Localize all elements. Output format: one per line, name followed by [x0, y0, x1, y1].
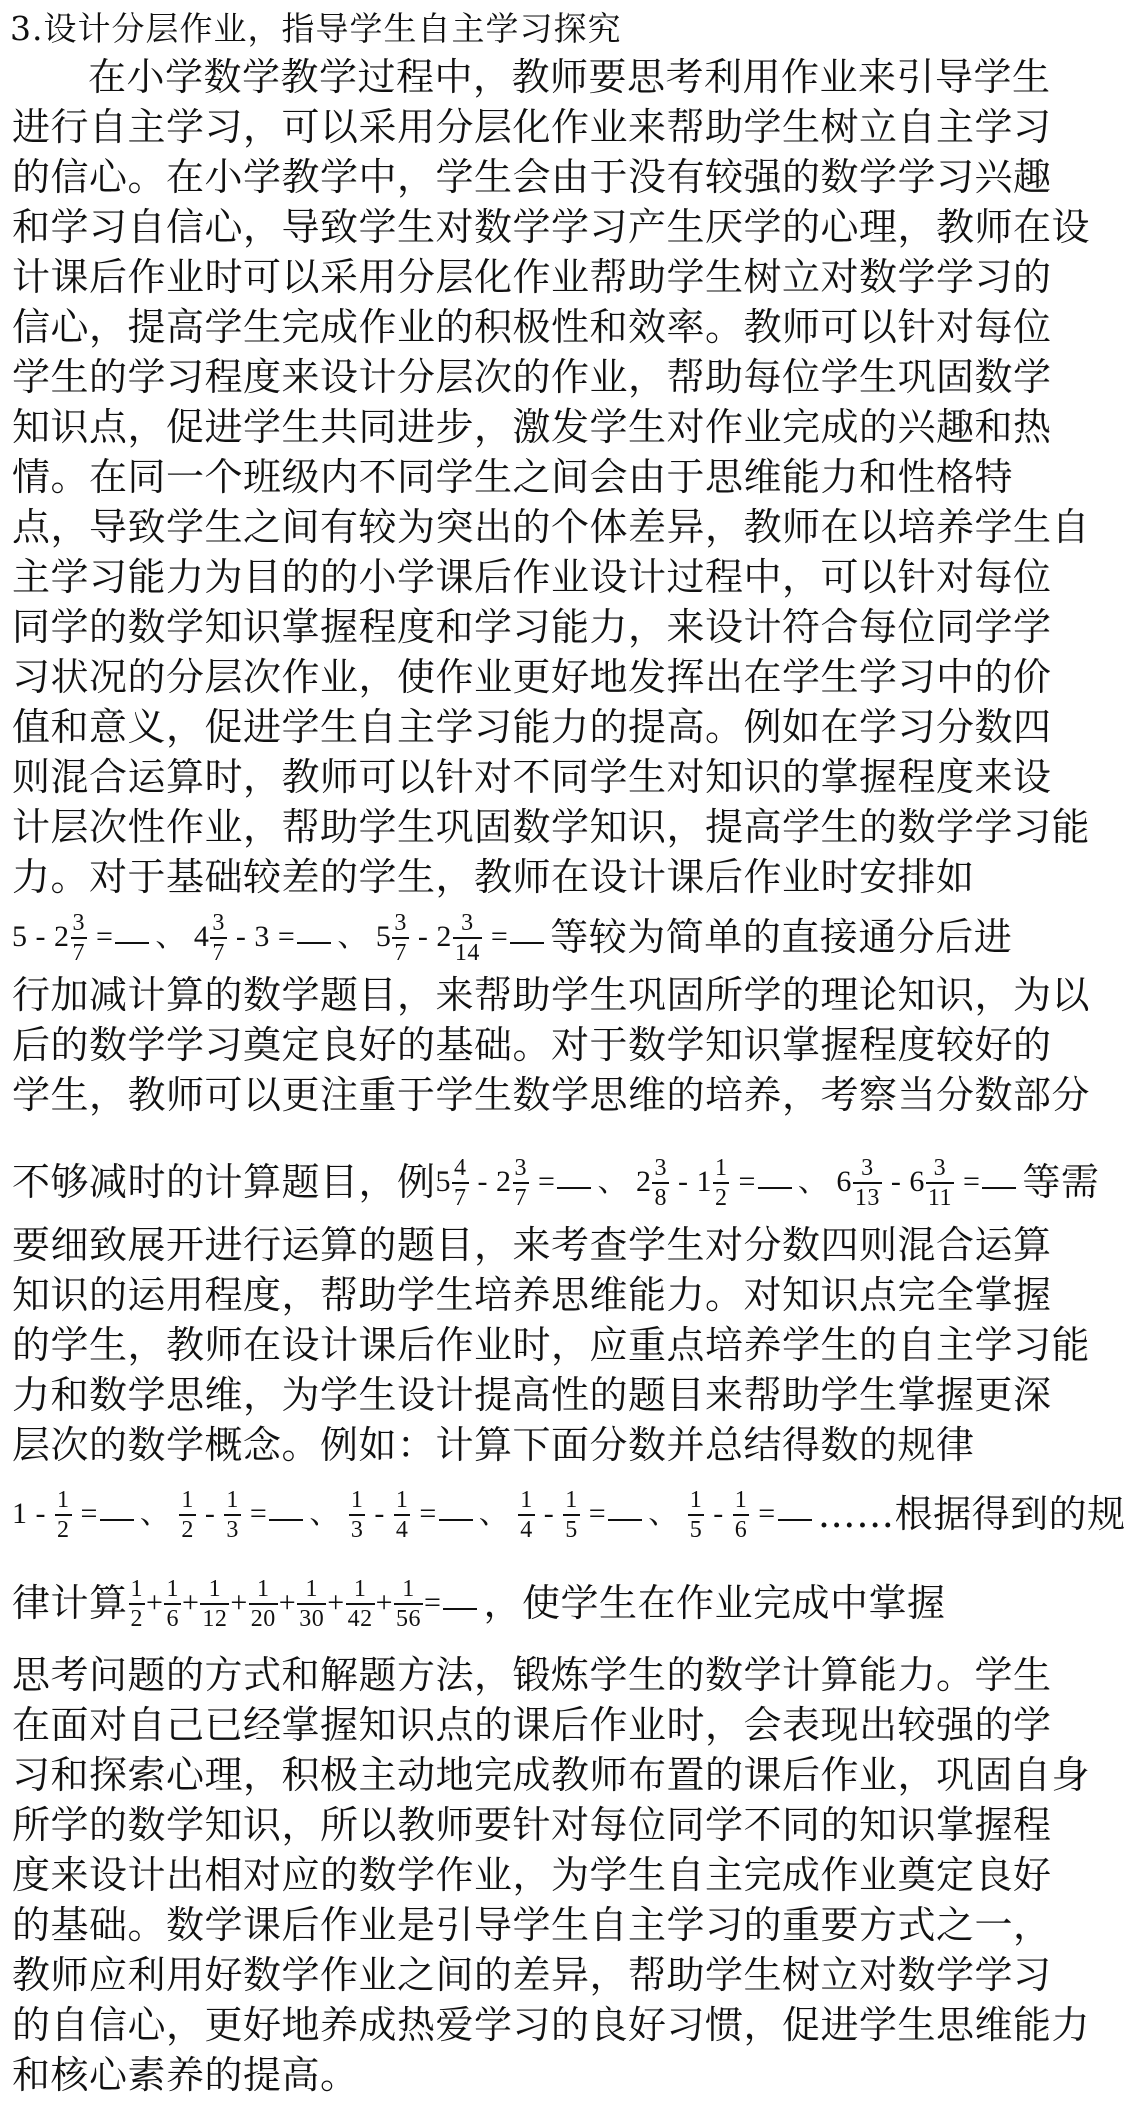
answer-blank	[100, 1509, 134, 1521]
fraction-numerator: 3	[861, 1154, 874, 1181]
fraction	[249, 1577, 278, 1631]
fraction-numerator: 3	[514, 1154, 528, 1181]
fraction-denominator: 7	[210, 937, 227, 965]
fraction	[563, 1488, 580, 1542]
section-title: 3.设计分层作业，指导学生自主学习探究	[10, 9, 622, 48]
fraction-denominator: 2	[179, 1514, 196, 1542]
fraction-denominator: 3	[349, 1514, 366, 1542]
fraction	[349, 1488, 366, 1542]
paragraph-line: 和学习自信心，导致学生对数学学习产生厌学的心理，教师在设	[12, 205, 1091, 249]
whole-number: 5	[12, 920, 28, 954]
paragraph-line: 和核心素养的提高。	[12, 2053, 359, 2097]
minus-sign: -	[882, 1165, 910, 1199]
fraction-sum-expression	[128, 1575, 480, 1630]
paragraph-line: 信心，提高学生完成作业的积极性和效率。教师可以针对每位	[12, 305, 1052, 349]
fraction	[733, 1488, 750, 1542]
fraction-denominator: 13	[853, 1182, 882, 1210]
separator: 、	[155, 920, 186, 954]
minus-sign: -	[27, 920, 54, 954]
equals-sign: =	[72, 1497, 98, 1531]
whole-number: 5	[435, 1165, 452, 1199]
separator: 、	[797, 1165, 829, 1199]
fraction-exercise-group-1	[12, 909, 546, 964]
equals-sign: =	[269, 920, 296, 954]
fraction	[392, 911, 409, 965]
equals-sign: =	[482, 920, 509, 954]
plus-sign: +	[181, 1586, 200, 1620]
separator: 、	[337, 920, 368, 954]
fraction-exercise-group-3	[12, 1486, 814, 1541]
paragraph-line: ，使学生在作业完成中掌握	[483, 1581, 946, 1625]
paragraph-line: 力。对于基础较差的学生，教师在设计课后作业时安排如	[12, 855, 975, 899]
fraction-numerator: 1	[395, 1486, 409, 1513]
fraction-denominator: 4	[394, 1514, 411, 1542]
fraction	[513, 1156, 530, 1210]
plus-sign: +	[278, 1586, 297, 1620]
paragraph-line: 值和意义，促进学生自主学习能力的提高。例如在学习分数四	[12, 705, 1052, 749]
fraction	[200, 1577, 229, 1631]
fraction-denominator: 42	[346, 1603, 375, 1631]
paragraph-line: 的学生，教师在设计课后作业时，应重点培养学生的自主学习能	[12, 1323, 1091, 1367]
fraction	[210, 911, 227, 965]
fraction-denominator: 5	[688, 1514, 705, 1542]
minus-sign: -	[366, 1497, 393, 1531]
fraction-denominator: 5	[563, 1514, 580, 1542]
separator: 、	[139, 1497, 171, 1531]
paragraph-line: 等需	[1022, 1160, 1100, 1204]
paragraph-line: 则混合运算时，教师可以针对不同学生对知识的掌握程度来设	[12, 755, 1052, 799]
fraction-numerator: 1	[350, 1486, 364, 1513]
paragraph-line: 主学习能力为目的的小学课后作业设计过程中，可以针对每位	[12, 555, 1052, 599]
fraction-numerator: 3	[654, 1154, 667, 1181]
minus-sign: -	[227, 920, 255, 954]
separator: 、	[309, 1497, 340, 1531]
fraction-denominator: 2	[55, 1514, 72, 1542]
answer-blank	[557, 1177, 591, 1189]
paragraph-line: 习状况的分层次作业，使作业更好地发挥出在学生学习中的价	[12, 655, 1052, 699]
fraction-numerator: 1	[208, 1575, 222, 1602]
plus-sign: +	[230, 1586, 248, 1620]
fraction	[652, 1156, 669, 1210]
fraction-denominator: 12	[200, 1603, 229, 1631]
fraction-denominator: 30	[297, 1603, 326, 1631]
fraction	[453, 911, 482, 965]
plus-sign: +	[375, 1586, 394, 1620]
math-line-1	[12, 905, 1013, 969]
minus-sign: -	[196, 1497, 224, 1531]
equals-sign: =	[241, 1497, 268, 1531]
fraction	[297, 1577, 326, 1631]
paragraph-line: 同学的数学知识掌握程度和学习能力，来设计符合每位同学学	[12, 605, 1052, 649]
fraction-denominator: 6	[733, 1514, 750, 1542]
paragraph-line: 不够减时的计算题目，例	[12, 1160, 436, 1204]
fraction-numerator: 1	[520, 1486, 533, 1513]
fraction	[224, 1488, 241, 1542]
fraction-denominator: 11	[926, 1182, 954, 1210]
paragraph-line: 所学的数学知识，所以教师要针对每位同学不同的知识掌握程	[12, 1803, 1052, 1847]
fraction-numerator: 1	[402, 1575, 415, 1602]
fraction-numerator: 1	[181, 1486, 194, 1513]
paragraph-line: 进行自主学习，可以采用分层化作业来帮助学生树立自主学习	[12, 105, 1052, 149]
equals-sign: =	[424, 1586, 442, 1620]
fraction-exercise-group-2	[436, 1154, 1019, 1209]
fraction-numerator: 1	[166, 1575, 179, 1602]
math-line-3	[12, 1482, 1126, 1546]
fraction	[394, 1577, 423, 1631]
fraction	[518, 1488, 535, 1542]
equals-sign: =	[88, 920, 114, 954]
fraction-denominator: 3	[224, 1514, 241, 1542]
whole-number: 2	[54, 920, 70, 954]
equals-sign: =	[411, 1497, 437, 1531]
paragraph-line: 知识点，促进学生共同进步，激发学生对作业完成的兴趣和热	[12, 405, 1052, 449]
fraction	[129, 1577, 146, 1631]
fraction-numerator: 3	[461, 909, 474, 936]
answer-blank	[439, 1509, 473, 1521]
fraction	[346, 1577, 375, 1631]
fraction	[164, 1577, 181, 1631]
fraction	[713, 1156, 730, 1210]
minus-sign: -	[669, 1165, 697, 1199]
fraction	[179, 1488, 196, 1542]
fraction-numerator: 1	[226, 1486, 239, 1513]
fraction-denominator: 7	[392, 937, 409, 965]
fraction-denominator: 7	[513, 1182, 530, 1210]
answer-blank	[269, 1509, 303, 1521]
paragraph-line: 学生的学习程度来设计分层次的作业，帮助每位学生巩固数学	[12, 355, 1052, 399]
equals-sign: =	[954, 1165, 981, 1199]
fraction-numerator: 3	[394, 909, 407, 936]
fraction-denominator: 4	[518, 1514, 535, 1542]
paragraph-line: 后的数学学习奠定良好的基础。对于数学知识掌握程度较好的	[12, 1023, 1052, 1067]
paragraph-line: 的基础。数学课后作业是引导学生自主学习的重要方式之一，	[12, 1903, 1052, 1947]
equals-sign: =	[530, 1165, 556, 1199]
fraction-numerator: 1	[689, 1486, 703, 1513]
math-line-4	[12, 1568, 946, 1638]
answer-blank	[608, 1509, 642, 1521]
answer-blank	[115, 932, 149, 944]
whole-number: 1	[696, 1165, 712, 1199]
fraction-numerator: 1	[257, 1575, 270, 1602]
paragraph-line: 教师应利用好数学作业之间的差异，帮助学生树立对数学学习	[12, 1953, 1052, 1997]
fraction-denominator: 7	[71, 937, 88, 965]
fraction-denominator: 8	[652, 1182, 669, 1210]
paragraph-line: 学生，教师可以更注重于学生数学思维的培养，考察当分数部分	[12, 1073, 1091, 1117]
fraction	[688, 1488, 705, 1542]
paragraph-line: 计课后作业时可以采用分层化作业帮助学生树立对数学学习的	[12, 255, 1052, 299]
minus-sign: -	[705, 1497, 732, 1531]
minus-sign: -	[409, 920, 437, 954]
paragraph-line: 力和数学思维，为学生设计提高性的题目来帮助学生掌握更深	[12, 1373, 1052, 1417]
paragraph-line: 的自信心，更好地养成热爱学习的良好习惯，促进学生思维能力	[12, 2003, 1091, 2047]
fraction-numerator: 3	[72, 909, 85, 936]
paragraph-line: 要细致展开进行运算的题目，来考查学生对分数四则混合运算	[12, 1223, 1052, 1267]
fraction	[926, 1156, 954, 1210]
fraction-denominator: 7	[452, 1182, 469, 1210]
fraction-denominator: 2	[713, 1182, 730, 1210]
fraction	[71, 911, 88, 965]
paragraph-line: 等较为简单的直接通分后进	[550, 915, 1013, 959]
paragraph-line: 知识的运用程度，帮助学生培养思维能力。对知识点完全掌握	[12, 1273, 1052, 1317]
fraction	[55, 1488, 72, 1542]
paragraph-line: 律计算	[12, 1581, 128, 1625]
fraction-numerator: 1	[565, 1486, 578, 1513]
fraction-denominator: 20	[249, 1603, 278, 1631]
fraction-numerator: 1	[714, 1154, 728, 1181]
fraction-numerator: 4	[454, 1154, 467, 1181]
paragraph-line: 点，导致学生之间有较为突出的个体差异，教师在以培养学生自	[12, 505, 1091, 549]
paragraph-line: 在面对自己已经掌握知识点的课后作业时，会表现出较强的学	[12, 1703, 1052, 1747]
fraction-numerator: 3	[933, 1154, 947, 1181]
paragraph-line: 计层次性作业，帮助学生巩固数学知识，提高学生的数学学习能	[12, 805, 1091, 849]
paragraph-line: ……根据得到的规	[817, 1492, 1126, 1536]
fraction-numerator: 1	[734, 1486, 748, 1513]
whole-number: 2	[496, 1165, 512, 1199]
whole-number: 6	[909, 1165, 925, 1199]
minus-sign: -	[27, 1497, 54, 1531]
equals-sign: =	[730, 1165, 756, 1199]
fraction-denominator: 56	[394, 1603, 423, 1631]
paragraph-line: 情。在同一个班级内不同学生之间会由于思维能力和性格特	[12, 455, 1014, 499]
fraction-numerator: 3	[212, 909, 225, 936]
separator: 、	[597, 1165, 628, 1199]
separator: 、	[648, 1497, 679, 1531]
paragraph-line: 在小学数学教学过程中，教师要思考利用作业来引导学生	[88, 55, 1051, 99]
paragraph-line: 行加减计算的数学题目，来帮助学生巩固所学的理论知识，为以	[12, 973, 1091, 1017]
fraction-numerator: 1	[305, 1575, 318, 1602]
answer-blank	[443, 1598, 477, 1610]
fraction-denominator: 2	[129, 1603, 146, 1631]
whole-number: 2	[436, 920, 452, 954]
plus-sign: +	[146, 1586, 164, 1620]
separator: 、	[478, 1497, 510, 1531]
fraction-denominator: 14	[453, 937, 482, 965]
fraction-numerator: 1	[57, 1486, 70, 1513]
fraction-numerator: 1	[130, 1575, 144, 1602]
paragraph-line: 思考问题的方式和解题方法，锻炼学生的数学计算能力。学生	[12, 1653, 1052, 1697]
whole-number: 2	[635, 1165, 652, 1199]
math-line-2	[12, 1150, 1100, 1214]
fraction	[853, 1156, 882, 1210]
answer-blank	[778, 1509, 812, 1521]
whole-number: 1	[12, 1497, 28, 1531]
whole-number: 3	[254, 920, 270, 954]
paragraph-line: 度来设计出相对应的数学作业，为学生自主完成作业奠定良好	[12, 1853, 1052, 1897]
whole-number: 6	[836, 1165, 852, 1199]
paragraph-line: 习和探索心理，积极主动地完成教师布置的课后作业，巩固自身	[12, 1753, 1091, 1797]
fraction	[394, 1488, 411, 1542]
minus-sign: -	[469, 1165, 497, 1199]
minus-sign: -	[535, 1497, 563, 1531]
answer-blank	[982, 1177, 1016, 1189]
fraction	[452, 1156, 469, 1210]
paragraph-line: 的信心。在小学教学中，学生会由于没有较强的数学学习兴趣	[12, 155, 1052, 199]
answer-blank	[758, 1177, 792, 1189]
paragraph-line: 层次的数学概念。例如：计算下面分数并总结得数的规律	[12, 1423, 975, 1467]
answer-blank	[297, 932, 331, 944]
whole-number: 4	[193, 920, 210, 954]
equals-sign: =	[580, 1497, 607, 1531]
plus-sign: +	[327, 1586, 345, 1620]
equals-sign: =	[750, 1497, 776, 1531]
answer-blank	[510, 932, 544, 944]
whole-number: 5	[375, 920, 392, 954]
fraction-denominator: 6	[164, 1603, 181, 1631]
fraction-numerator: 1	[353, 1575, 367, 1602]
